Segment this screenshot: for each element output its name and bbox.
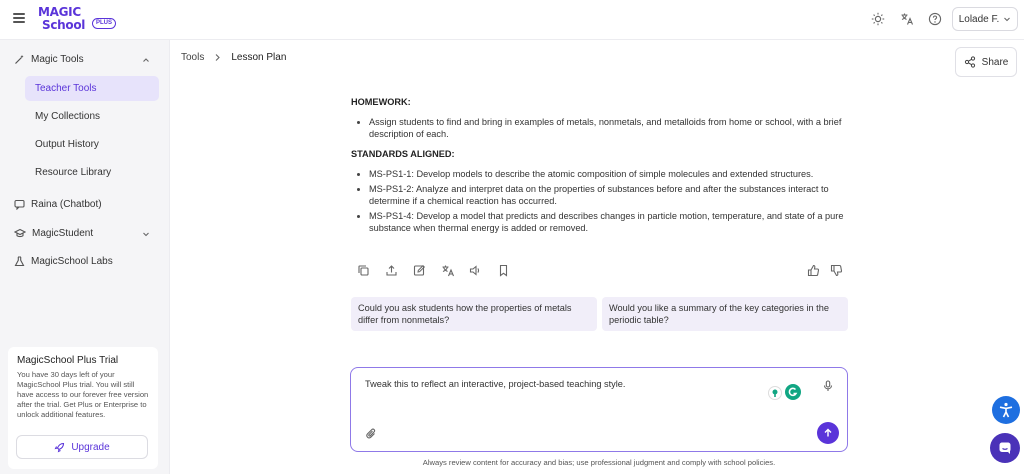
read-aloud-icon[interactable] (469, 264, 482, 277)
magic-wand-icon (14, 54, 25, 65)
plus-badge: PLUS (92, 18, 116, 29)
trial-title: MagicSchool Plus Trial (17, 355, 119, 366)
sidebar-item-teacher-tools[interactable]: Teacher Tools (25, 76, 159, 101)
chevron-down-icon (1003, 15, 1011, 23)
accessibility-button[interactable] (992, 396, 1020, 424)
suggestion-chip[interactable]: Could you ask students how the properties of metals differ from nonmetals? (351, 297, 597, 331)
trial-card (8, 347, 158, 469)
translate-icon[interactable] (441, 264, 454, 277)
list-item: Assign students to find and bring in examples of metals, nonmetals, and metalloids from home or school, with a brief description of each. (351, 116, 851, 140)
response-actions (357, 264, 510, 277)
breadcrumb-current: Lesson Plan (231, 52, 287, 63)
breadcrumb (181, 52, 286, 63)
top-bar (0, 0, 1024, 40)
thumbs-down-icon[interactable] (830, 264, 843, 277)
homework-list (351, 116, 851, 140)
trial-description: You have 30 days left of your MagicSchool Plus trial. You will still have access to our forever free version after the trial. Get Plus or Enterprise to unlock additional features. (17, 370, 149, 419)
sidebar-item-label: Raina (Chatbot) (31, 199, 102, 210)
sidebar-item-label: MagicSchool Labs (31, 256, 113, 267)
standards-list (351, 168, 851, 234)
sidebar-item-output-history[interactable]: Output History (35, 139, 99, 150)
arrow-up-icon (823, 428, 833, 438)
homework-heading: HOMEWORK: (351, 97, 411, 107)
sidebar-item-magicstudent[interactable] (14, 228, 154, 239)
sidebar-item-my-collections[interactable]: My Collections (35, 111, 101, 122)
menu-icon[interactable] (13, 13, 25, 23)
upgrade-button[interactable] (16, 435, 148, 459)
logo-text-line1: MAGIC (38, 5, 81, 19)
lesson-plan-content (351, 96, 851, 237)
thumbs-up-icon[interactable] (807, 264, 820, 277)
sidebar-item-labs[interactable] (14, 256, 113, 267)
chat-composer[interactable] (350, 367, 848, 452)
chevron-up-icon[interactable] (142, 56, 150, 64)
grammarly-icon[interactable] (785, 384, 801, 400)
user-menu-button[interactable] (952, 7, 1018, 31)
list-item: MS-PS1-1: Develop models to describe the atomic composition of simple molecules and extended structures. (351, 168, 851, 180)
share-button[interactable] (955, 47, 1017, 77)
copy-icon[interactable] (357, 264, 370, 277)
sidebar-item-magic-tools[interactable] (14, 54, 154, 65)
attachment-icon[interactable] (366, 428, 377, 440)
sidebar (0, 40, 170, 474)
translate-icon[interactable] (900, 12, 914, 26)
grammar-extension-icon[interactable] (768, 386, 782, 400)
rocket-icon (54, 442, 65, 453)
flask-icon (14, 256, 25, 267)
help-icon[interactable] (928, 12, 942, 26)
chat-bubble-icon (998, 441, 1012, 455)
logo-text-line2: School (42, 18, 86, 32)
graduation-cap-icon (14, 228, 26, 239)
disclaimer-text: Always review content for accuracy and bias; use professional judgment and comply with school policies. (422, 458, 776, 467)
sidebar-item-label: MagicStudent (32, 228, 94, 239)
chevron-right-icon (214, 53, 221, 62)
sidebar-item-resource-library[interactable]: Resource Library (35, 167, 112, 178)
list-item: MS-PS1-2: Analyze and interpret data on the properties of substances before and after the substances interact to determine if a chemical reaction has occurred. (351, 183, 851, 207)
breadcrumb-tools[interactable]: Tools (181, 52, 205, 63)
accessibility-icon (997, 401, 1015, 419)
export-icon[interactable] (385, 264, 398, 277)
sidebar-item-label: Magic Tools (31, 54, 84, 65)
chevron-down-icon[interactable] (142, 230, 150, 238)
microphone-icon[interactable] (823, 380, 833, 392)
list-item: MS-PS1-4: Develop a model that predicts and describes changes in particle motion, temperature, and state of a pure substance when thermal energy is added or removed. (351, 210, 851, 234)
edit-icon[interactable] (413, 264, 426, 277)
send-button[interactable] (817, 422, 839, 444)
bookmark-icon[interactable] (497, 264, 510, 277)
share-icon (964, 56, 976, 68)
user-name: Lolade F. (958, 13, 1000, 25)
upgrade-label: Upgrade (71, 441, 110, 453)
sidebar-item-raina[interactable] (14, 199, 102, 210)
share-label: Share (981, 56, 1009, 68)
logo[interactable] (38, 5, 118, 33)
chat-icon (14, 199, 25, 210)
standards-heading: STANDARDS ALIGNED: (351, 149, 455, 159)
prompt-input[interactable]: Tweak this to reflect an interactive, project-based teaching style. (365, 379, 626, 389)
suggestion-chip[interactable]: Would you like a summary of the key categories in the periodic table? (602, 297, 848, 331)
feedback-actions (807, 264, 843, 277)
sun-icon[interactable] (871, 12, 885, 26)
support-chat-button[interactable] (990, 433, 1020, 463)
